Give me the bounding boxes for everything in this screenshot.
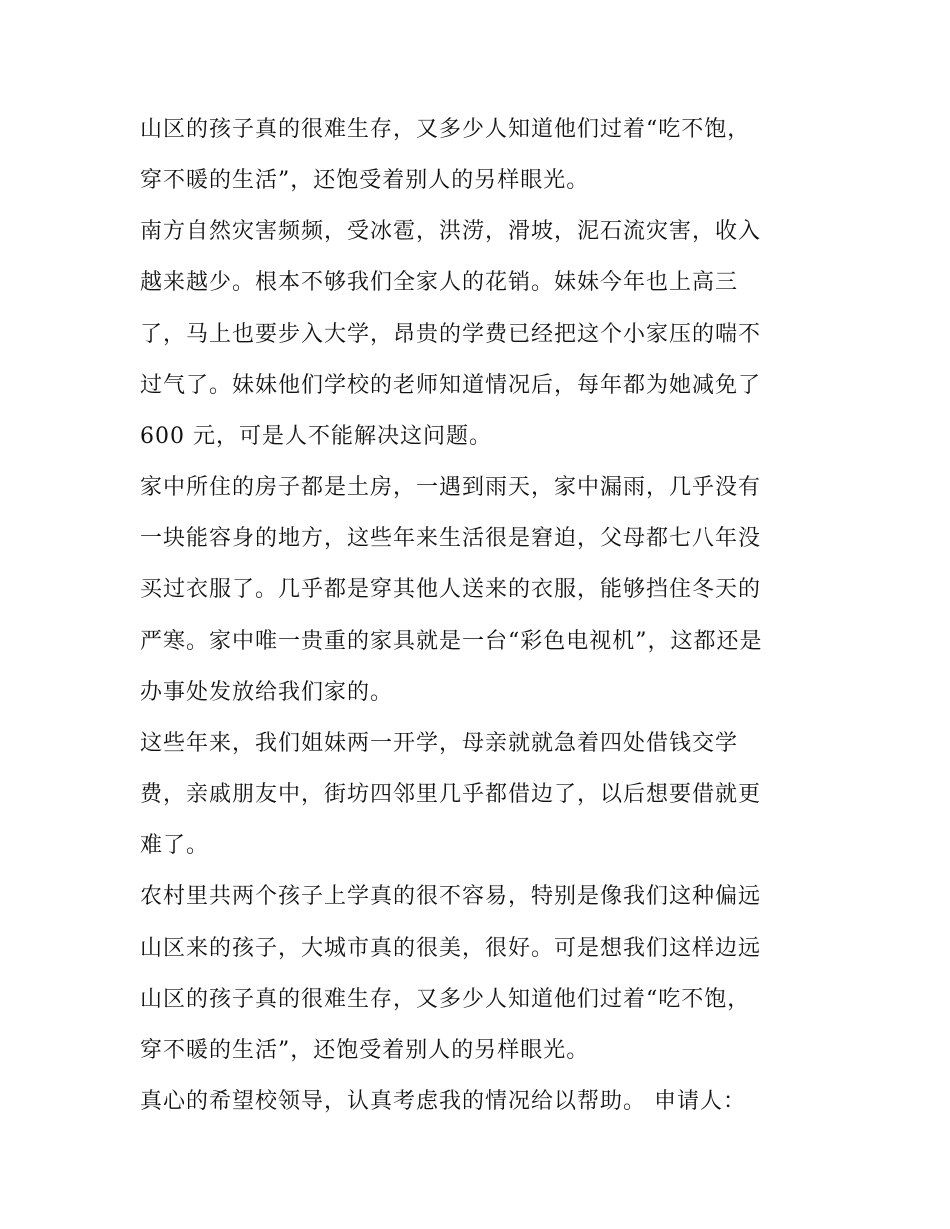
text-line: 真心的希望校领导，认真考虑我的情况给以帮助。 申请人： [140, 1089, 746, 1114]
text-line: 越来越少。根本不够我们全家人的花销。妹妹今年也上高三 [140, 270, 739, 295]
text-line: 费，亲戚朋友中，街坊四邻里几乎都借边了，以后想要借就更 [140, 782, 762, 807]
text-line: 过气了。妹妹他们学校的老师知道情况后，每年都为她减免了 [140, 373, 762, 398]
text-line: 一块能容身的地方，这些年来生活很是窘迫，父母都七八年没 [140, 526, 762, 551]
text-line: 山区来的孩子，大城市真的很美，很好。可是想我们这样边远 [140, 936, 762, 961]
text-line: 农村里共两个孩子上学真的很不容易，特别是像我们这种偏远 [140, 884, 762, 909]
text-line: 600 元，可是人不能解决这问题。 [140, 424, 492, 449]
text-line: 山区的孩子真的很难生存，又多少人知道他们过着“吃不饱， [140, 117, 751, 142]
text-line: 了，马上也要步入大学，昂贵的学费已经把这个小家压的喘不 [140, 322, 762, 347]
text-line: 南方自然灾害频频，受冰雹，洪涝，滑坡，泥石流灾害，收入 [140, 219, 762, 244]
text-line: 穿不暖的生活”，还饱受着别人的另样眼光。 [140, 1038, 590, 1063]
text-line: 办事处发放给我们家的。 [140, 680, 394, 705]
text-line: 家中所住的房子都是土房，一遇到雨天，家中漏雨，几乎没有 [140, 475, 762, 500]
text-line: 这些年来，我们姐妹两一开学，母亲就就急着四处借钱交学 [140, 731, 739, 756]
text-line: 穿不暖的生活”，还饱受着别人的另样眼光。 [140, 168, 590, 193]
text-line: 难了。 [140, 833, 210, 858]
text-line: 山区的孩子真的很难生存，又多少人知道他们过着“吃不饱， [140, 987, 751, 1012]
text-line: 严寒。家中唯一贵重的家具就是一台“彩色电视机”，这都还是 [140, 629, 763, 654]
text-line: 买过衣服了。几乎都是穿其他人送来的衣服，能够挡住冬天的 [140, 577, 762, 602]
